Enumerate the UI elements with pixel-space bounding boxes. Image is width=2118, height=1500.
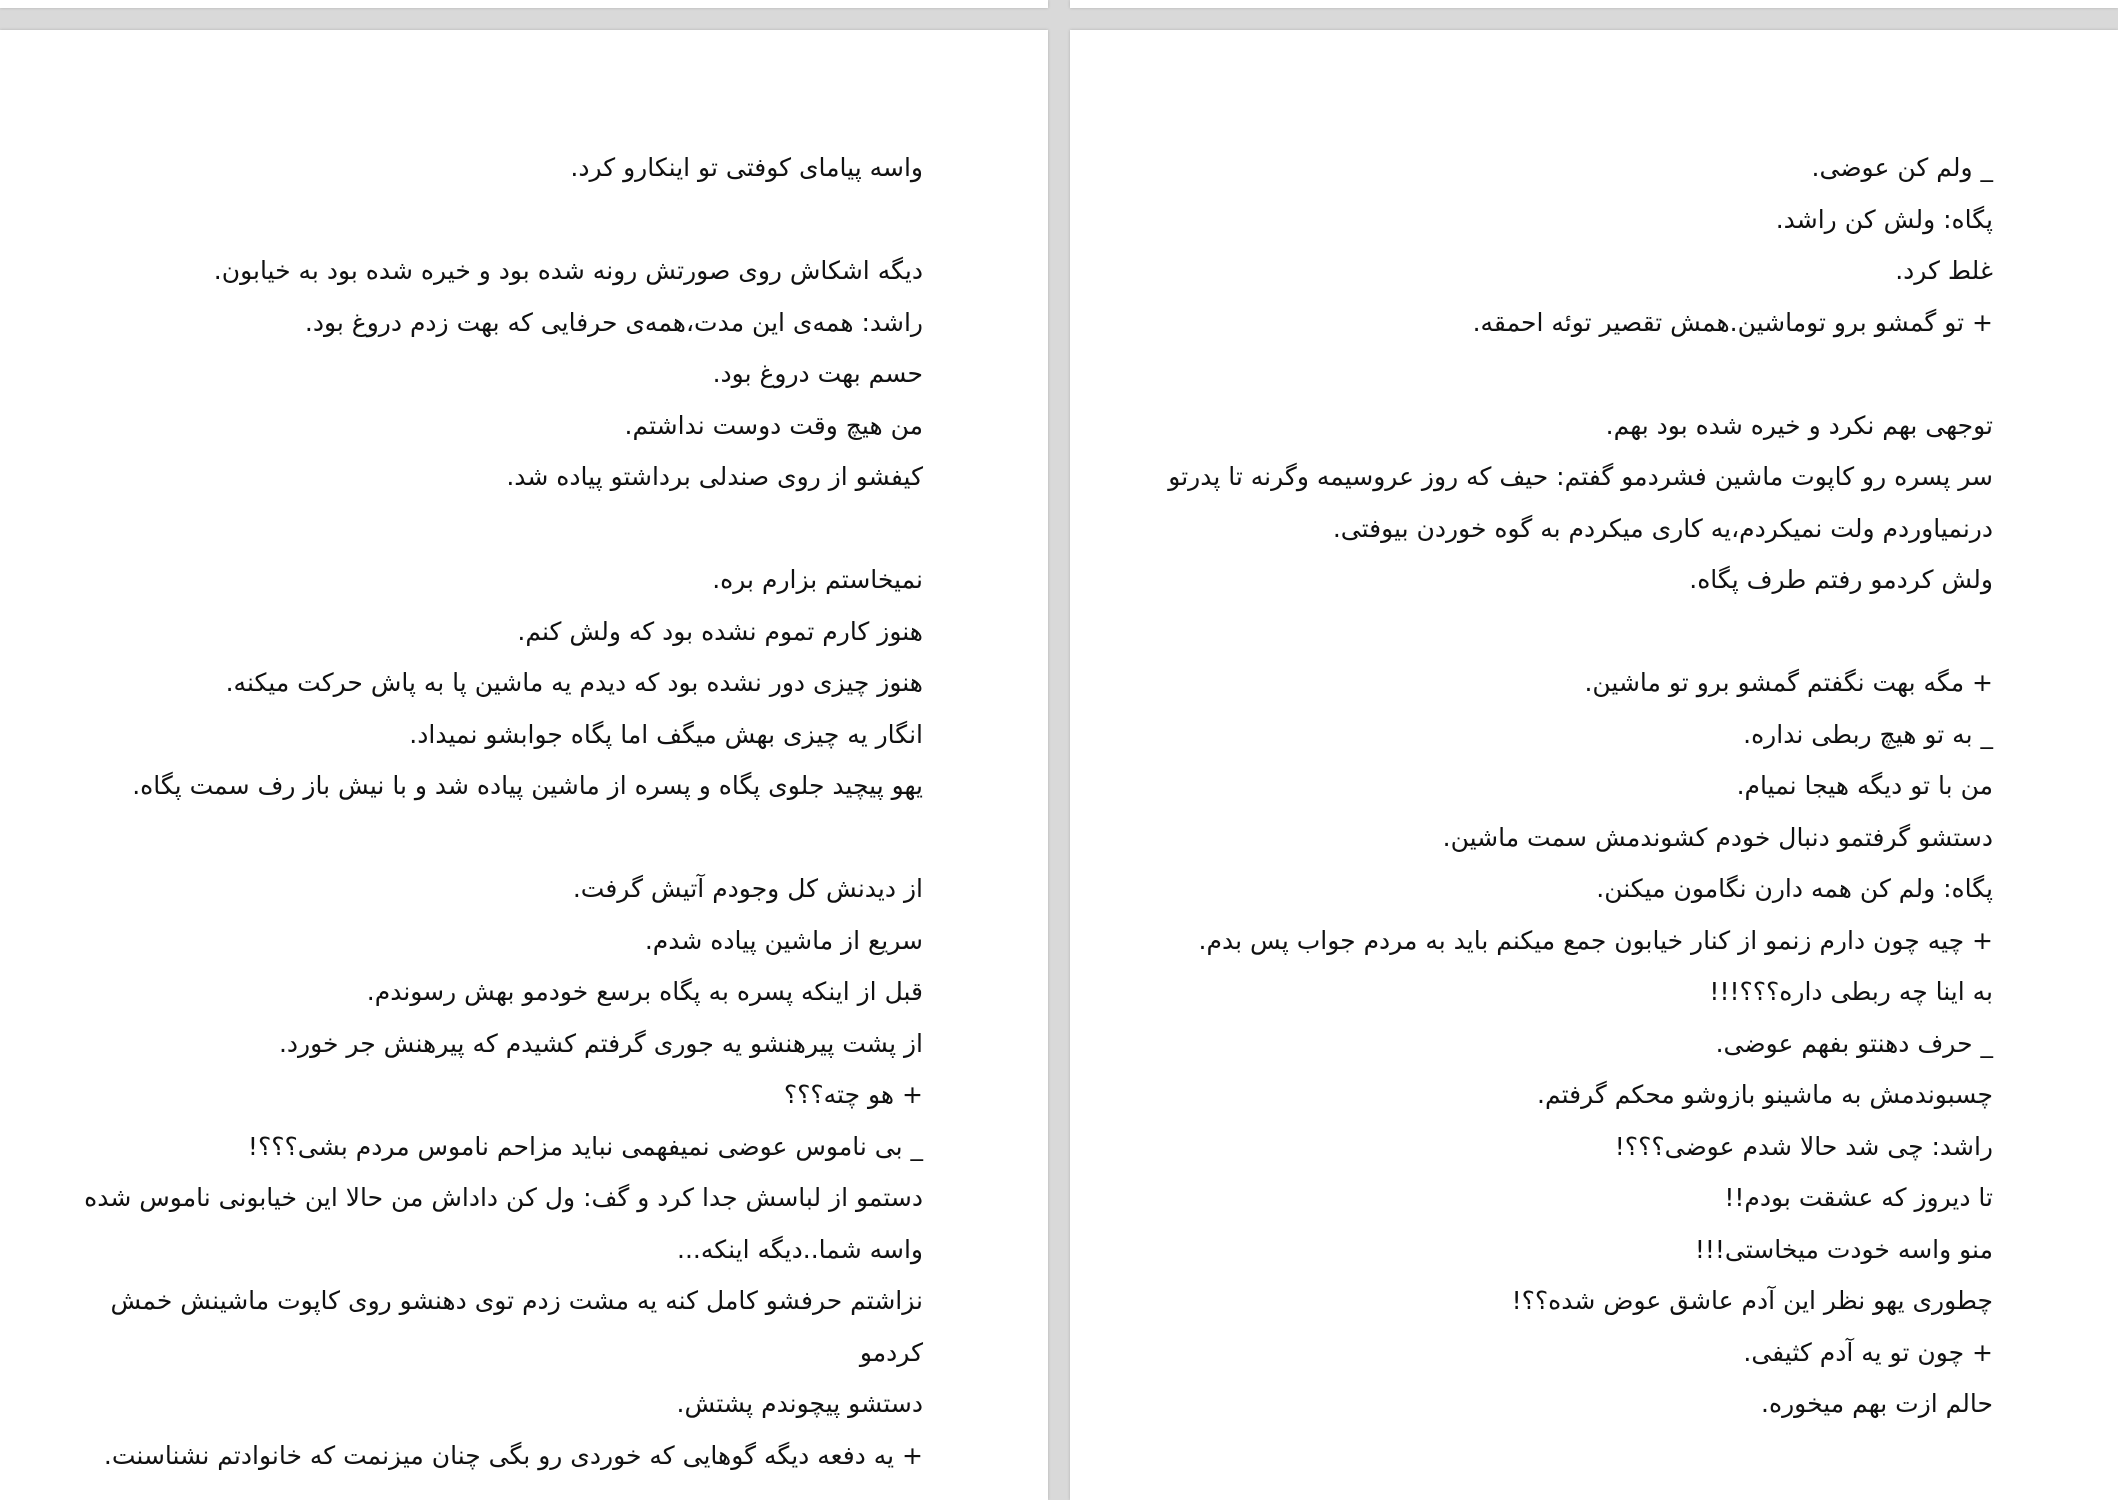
- text-line: چطوری یهو نظر این آدم عاشق عوض شده؟؟!: [1511, 1286, 1993, 1315]
- text-line: _ به تو هیچ ربطی نداره.: [1743, 719, 1993, 749]
- text-line: پگاه: ولش کن راشد.: [1775, 204, 1993, 234]
- text-line: نمیخاستم بزارم بره.: [712, 565, 923, 594]
- text-line: + تو گمشو برو توماشین.همش تقصیر توئه احمقه.: [1472, 307, 1993, 337]
- text-line: توجهی بهم نکرد و خیره شده بود بهم.: [1605, 410, 1993, 440]
- document-page-left: [0, 30, 1048, 1500]
- text-line: واسه شما..دیگه اینکه...: [677, 1234, 923, 1264]
- text-line: پگاه: ولم کن همه دارن نگامون میکنن.: [1596, 874, 1993, 903]
- text-line: هنوز چیزی دور نشده بود که دیدم یه ماشین پا به پاش حرکت میکنه.: [225, 668, 923, 697]
- text-line: ولش کردمو رفتم طرف پگاه.: [1689, 565, 1993, 594]
- blank-line: [1113, 606, 1993, 658]
- text-line: دستمو از لباسش جدا کرد و گف: ول کن داداش من حالا این خیابونی ناموس شده: [84, 1183, 923, 1212]
- text-line: _ حرف دهنتو بفهم عوضی.: [1715, 1028, 1993, 1058]
- blank-line: [43, 812, 923, 864]
- previous-page-right: [1070, 0, 2118, 8]
- text-line: + یه دفعه دیگه گوهایی که خوردی رو بگی چنان میزنمت که خانوادتم نشناسنت.: [103, 1440, 923, 1470]
- text-line: + چیه چون دارم زنمو از کنار خیابون جمع میکنم باید به مردم جواب پس بدم.: [1198, 925, 1993, 955]
- text-line: _ ولم کن عوضی.: [1811, 153, 1993, 182]
- text-line: هنوز کارم تموم نشده بود که ولش کنم.: [517, 616, 923, 646]
- text-line: حسم بهت دروغ بود.: [712, 359, 923, 388]
- text-line: من هیچ وقت دوست نداشتم.: [624, 410, 923, 440]
- text-line: _ بی ناموس عوضی نمیفهمی نباید مزاحم ناموس مردم بشی؟؟؟!: [247, 1131, 923, 1161]
- text-line: دستشو گرفتمو دنبال خودم کشوندمش سمت ماشین.: [1442, 822, 1993, 852]
- page-right-text: [1113, 142, 1993, 1430]
- text-line: + هو چته؟؟؟: [783, 1080, 923, 1109]
- text-line: کیفشو از روی صندلی برداشتو پیاده شد.: [506, 462, 923, 491]
- text-line: غلط کرد.: [1895, 256, 1993, 285]
- text-line: راشد: همه‌ی این مدت،همه‌ی حرفایی که بهت زدم دروغ بود.: [304, 307, 923, 337]
- text-line: سریع از ماشین پیاده شدم.: [644, 925, 923, 955]
- text-line: قبل از اینکه پسره به پگاه برسع خودمو بهش رسوندم.: [366, 977, 923, 1006]
- text-line: سر پسره رو کاپوت ماشین فشردمو گفتم: حیف که روز عروسیمه وگرنه تا پدرتو: [1168, 462, 1993, 491]
- text-line: چسبوندمش به ماشینو بازوشو محکم گرفتم.: [1537, 1080, 1993, 1109]
- blank-line: [43, 194, 923, 246]
- text-line: + چون تو یه آدم کثیفی.: [1743, 1337, 1993, 1367]
- text-line: انگار یه چیزی بهش میگف اما پگاه جوابشو نمیداد.: [409, 719, 923, 749]
- page-left-text: [43, 142, 923, 1481]
- blank-line: [43, 503, 923, 555]
- text-line: منو واسه خودت میخاستی!!!: [1694, 1234, 1993, 1264]
- text-line: نزاشتم حرفشو کامل کنه یه مشت زدم توی دهنشو روی کاپوت ماشینش خمش کردمو: [110, 1286, 923, 1367]
- text-line: + مگه بهت نگفتم گمشو برو تو ماشین.: [1584, 668, 1993, 697]
- text-line: از پشت پیرهنشو یه جوری گرفتم کشیدم که پیرهنش جر خورد.: [278, 1028, 923, 1058]
- text-line: دستشو پیچوندم پشتش.: [676, 1389, 923, 1418]
- text-line: درنمیاوردم ولت نمیکردم،یه کاری میکردم به گوه خوردن بیوفتی.: [1332, 513, 1993, 543]
- text-line: حالم ازت بهم میخوره.: [1761, 1389, 1993, 1418]
- text-line: به اینا چه ربطی داره؟؟؟!!!: [1709, 977, 1993, 1006]
- text-line: واسه پیامای کوفتی تو اینکارو کرد.: [570, 153, 923, 182]
- blank-line: [1113, 348, 1993, 400]
- text-line: تا دیروز که عشقت بودم!!: [1724, 1183, 1993, 1212]
- document-page-right: [1070, 30, 2118, 1500]
- text-line: من با تو دیگه هیجا نمیام.: [1736, 771, 1993, 800]
- text-line: راشد: چی شد حالا شدم عوضی؟؟؟!: [1614, 1131, 1993, 1161]
- text-line: دیگه اشکاش روی صورتش رونه شده بود و خیره شده بود به خیابون.: [213, 256, 923, 285]
- text-line: یهو پیچید جلوی پگاه و پسره از ماشین پیاده شد و با نیش باز رف سمت پگاه.: [132, 771, 923, 800]
- previous-page-left: [0, 0, 1048, 8]
- text-line: از دیدنش کل وجودم آتیش گرفت.: [572, 874, 923, 903]
